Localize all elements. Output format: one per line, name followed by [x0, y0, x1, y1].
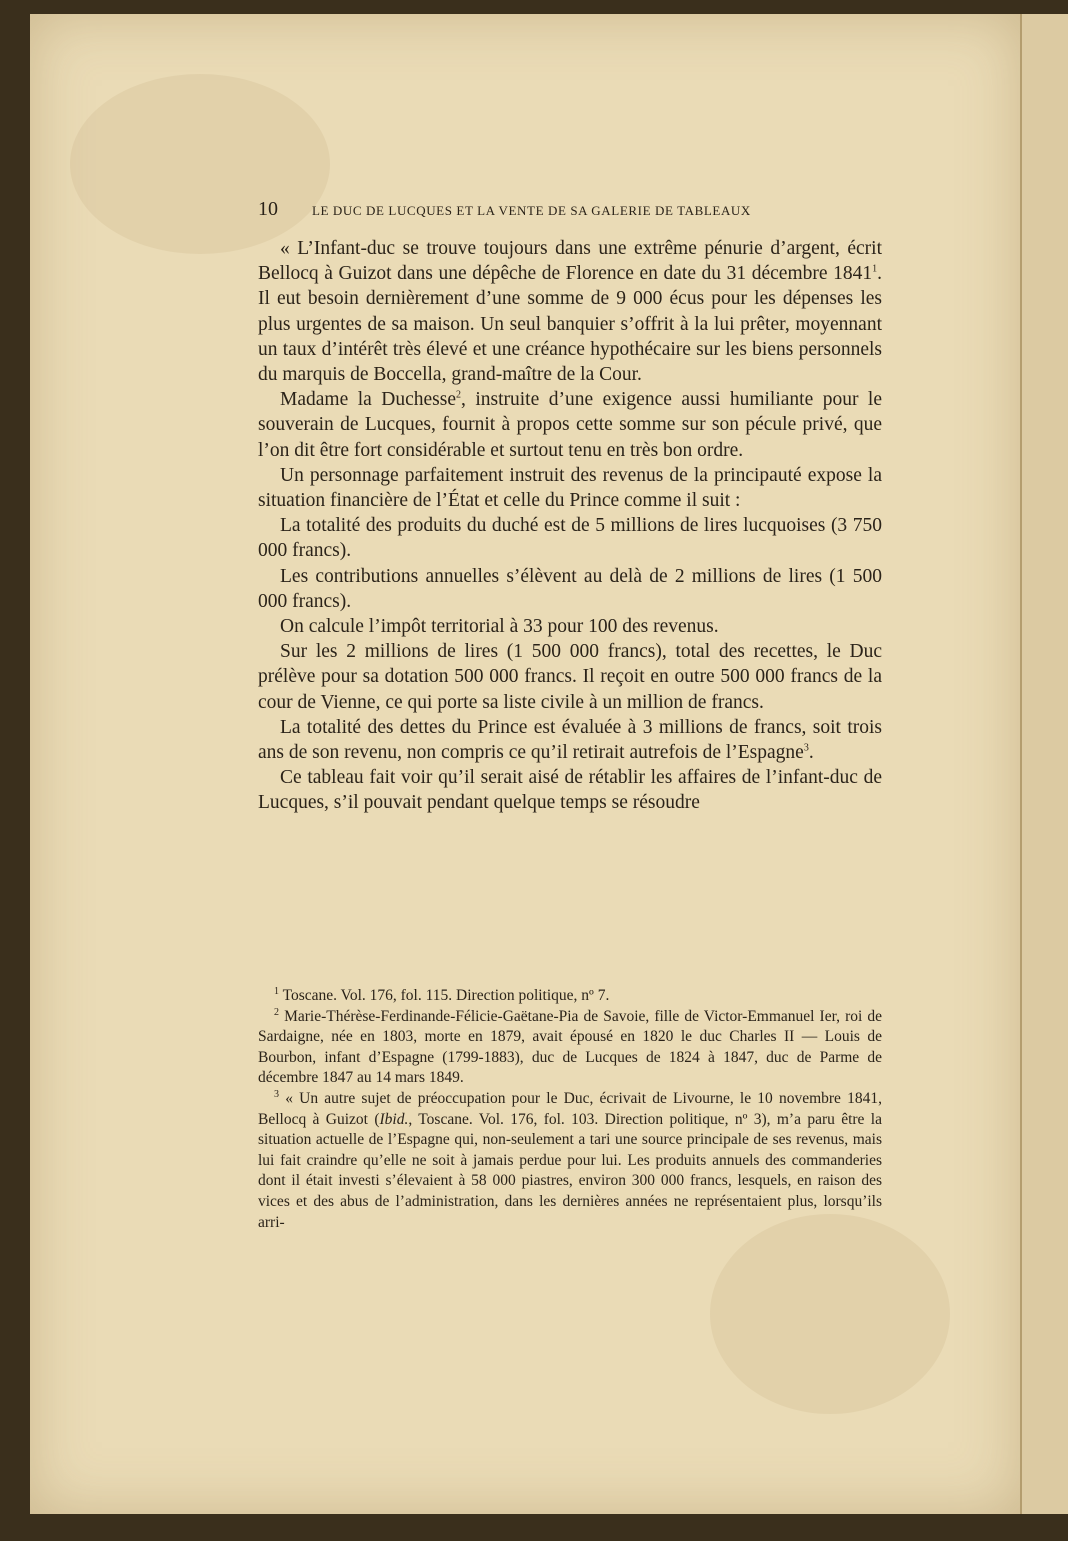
paper-stain — [70, 74, 330, 254]
facing-page-edge — [1020, 14, 1068, 1514]
footnote-ref: 3 — [803, 742, 809, 754]
paragraph: Les contributions annuelles s’élèvent au delà de 2 millions de lires (1 500 000 francs). — [258, 565, 882, 612]
footnote-number: 2 — [274, 1006, 279, 1018]
footnote-italic: Ibid. — [379, 1110, 409, 1128]
footnote-number: 3 — [274, 1088, 279, 1100]
paper-stain — [710, 1214, 950, 1414]
footnote-number: 1 — [274, 985, 279, 997]
running-title: LE DUC DE LUCQUES ET LA VENTE DE SA GALERIE DE TABLEAUX — [312, 203, 751, 218]
paragraph — [258, 236, 882, 387]
text-run: . — [808, 742, 814, 764]
paragraph: Ce tableau fait voir qu’il serait aisé de rétablir les affaires de l’infant-duc de Lucques, s’il pouvait pendant quelque temps se résoudre — [258, 767, 882, 814]
paragraph: Un personnage parfaitement instruit des revenus de la principauté expose la situation financière de l’État et celle du Prince comme il suit : — [258, 464, 882, 512]
footnote-text: Marie-Thérèse-Ferdinande-Félicie-Gaëtane-Pia de Savoie, fille de Victor-Emmanuel Ier, roi de Sardaigne, née en 1803, morte en 1879, avait épousé en 1820 le duc Charles II — Louis de Bourbon, infant d’Espagne (1799-1883), duc de Lucques de 1824 à 1847, duc de Parme de décembre 1847 au 14 mars 1849. — [258, 1007, 882, 1087]
text-run: La totalité des dettes du Prince est évaluée à 3 millions de francs, soit trois ans de son revenu, non compris ce qu’il retirait autrefois de l’Espagne — [258, 716, 882, 764]
footnote — [258, 986, 882, 1007]
paragraph — [258, 387, 882, 463]
page-number: 10 — [258, 198, 278, 220]
footnote-text: , Toscane. Vol. 176, fol. 103. Direction politique, nº 3), m’a paru être la situation actuelle de l’Espagne qui, non-seulement a tari une source principale de ses revenus, mais lui fait craindre qu’elle ne soit à jamais perdue pour lui. Les produits annuels des commanderies dont il était investi s’élevaient à 58 000 piastres, environ 300 000 francs, lesquels, en raison des vices et des abus de l’administration, dans les dernières années ne représentaient plus, lorsqu’ils arri- — [258, 1110, 882, 1231]
footnotes — [258, 986, 882, 1233]
paragraph: On calcule l’impôt territorial à 33 pour 100 des revenus. — [280, 616, 719, 638]
paragraph: La totalité des produits du duché est de 5 millions de lires lucquoises (3 750 000 francs). — [258, 515, 882, 562]
footnote — [258, 1089, 882, 1233]
footnote-ref: 1 — [872, 263, 878, 275]
page-header — [258, 198, 883, 224]
footnote — [258, 1007, 882, 1089]
scan-background-top — [0, 0, 1068, 14]
text-run: Madame la Duchesse — [280, 389, 456, 411]
footnote-text: « Un autre sujet de préoccupation pour le Duc, écrivait de Livourne, le 10 novembre 1841, Bellocq à Guizot ( — [258, 1089, 882, 1128]
main-text — [258, 236, 882, 816]
footnote-ref: 2 — [455, 389, 461, 401]
paragraph — [258, 715, 882, 765]
text-run: . Il eut besoin dernièrement d’une somme de 9 000 écus pour les dépenses les plus urgentes de sa maison. Un seul banquier s’offrit à la lui prêter, moyennant un taux d’intérêt très élevé et une créance hypothécaire sur les biens personnels du marquis de Boccella, grand-maître de la Cour. — [258, 263, 882, 386]
text-run: , instruite d’une exigence aussi humiliante pour le souverain de Lucques, fournit à propos cette somme sur son pécule privé, que l’on dit être fort considérable et surtout tenu en très bon ordre. — [258, 389, 882, 461]
paragraph: Sur les 2 millions de lires (1 500 000 francs), total des recettes, le Duc prélève pour sa dotation 500 000 francs. Il reçoit en outre 500 000 francs de la cour de Vienne, ce qui porte sa liste civile à un million de francs. — [258, 641, 882, 713]
footnote-text: Toscane. Vol. 176, fol. 115. Direction politique, nº 7. — [282, 987, 610, 1004]
text-run: « L’Infant-duc se trouve toujours dans une extrême pénurie d’argent, écrit Bellocq à Guizot dans une dépêche de Florence en date du 31 décembre 1841 — [258, 238, 882, 285]
